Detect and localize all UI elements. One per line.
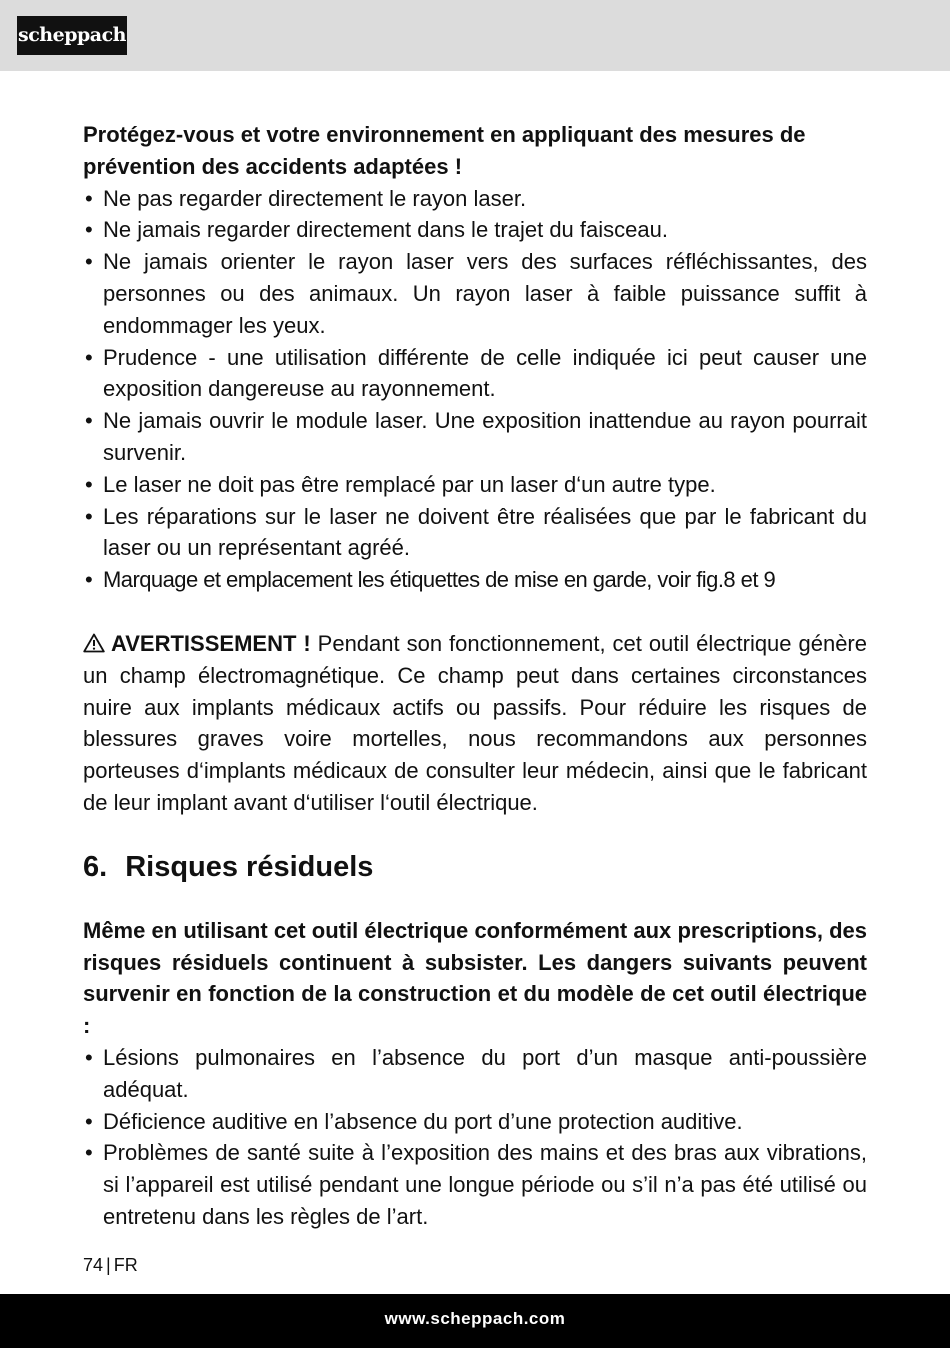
list-item: • Les réparations sur le laser ne doivent être réalisées que par le fabricant du laser ou un représentant agréé. xyxy=(83,501,867,565)
laser-safety-intro: Protégez-vous et votre environnement en appliquant des mesures de prévention des accidents adaptées ! xyxy=(83,122,806,179)
section-number: 6. xyxy=(83,850,108,883)
list-item: • Problèmes de santé suite à l’exposition des mains et des bras aux vibrations, si l’appareil est utilisé pendant une longue période ou s’il n’a pas été utilisé ou entretenu dans les règles de l’art. xyxy=(83,1137,867,1232)
list-item: • Lésions pulmonaires en l’absence du port d’un masque anti-poussière adéquat. xyxy=(83,1042,867,1106)
warning-triangle-icon xyxy=(83,630,105,650)
list-item: • Marquage et emplacement les étiquettes de mise en garde, voir fig.8 et 9 xyxy=(83,564,867,596)
list-item: • Ne jamais ouvrir le module laser. Une exposition inattendue au rayon pourrait survenir. xyxy=(83,405,867,469)
list-item: • Déficience auditive en l’absence du port d’une protection auditive. xyxy=(83,1106,867,1138)
section-title: Risques résiduels xyxy=(125,850,374,883)
laser-safety-list xyxy=(83,183,867,596)
list-item: • Ne pas regarder directement le rayon laser. xyxy=(83,183,867,215)
scheppach-logo: scheppach xyxy=(17,16,127,55)
website-url: www.scheppach.com xyxy=(384,1309,566,1328)
page-content xyxy=(83,119,867,1233)
page-number-value: 74 xyxy=(83,1255,104,1275)
header-band xyxy=(0,0,950,71)
residual-risks-intro: Même en utilisant cet outil électrique conformément aux prescriptions, des risques résiduels continuent à subsister. Les dangers suivants peuvent survenir en fonction de la construction et du modèle de cet outil électrique : xyxy=(83,917,867,1039)
residual-risks-list xyxy=(83,1042,867,1233)
warning-text: Pendant son fonctionnement, cet outil électrique génère un champ électromagnétique. Ce champ peut dans certaines circonstances nuire aux implants médicaux actifs ou passifs. Pour réduire les risques de blessures graves voire mortelles, nous recommandons aux personnes porteuses d‘implants médicaux de consulter leur médecin, ainsi que le fabricant de leur implant avant d‘utiliser l‘outil électrique. xyxy=(83,630,867,815)
page-number xyxy=(83,1254,138,1276)
page-separator: | xyxy=(106,1255,111,1275)
warning-label: AVERTISSEMENT ! xyxy=(111,630,311,656)
list-item: • Ne jamais orienter le rayon laser vers des surfaces réfléchissantes, des personnes ou des animaux. Un rayon laser à faible puissance suffit à endommager les yeux. xyxy=(83,246,867,341)
list-item: • Prudence - une utilisation différente de celle indiquée ici peut causer une exposition dangereuse au rayonnement. xyxy=(83,342,867,406)
list-item: • Ne jamais regarder directement dans le trajet du faisceau. xyxy=(83,214,867,246)
warning-paragraph xyxy=(83,628,867,819)
page-language: FR xyxy=(113,1255,138,1275)
list-item: • Le laser ne doit pas être remplacé par un laser d‘un autre type. xyxy=(83,469,867,501)
section-heading xyxy=(83,849,867,885)
footer-band xyxy=(0,1294,950,1348)
